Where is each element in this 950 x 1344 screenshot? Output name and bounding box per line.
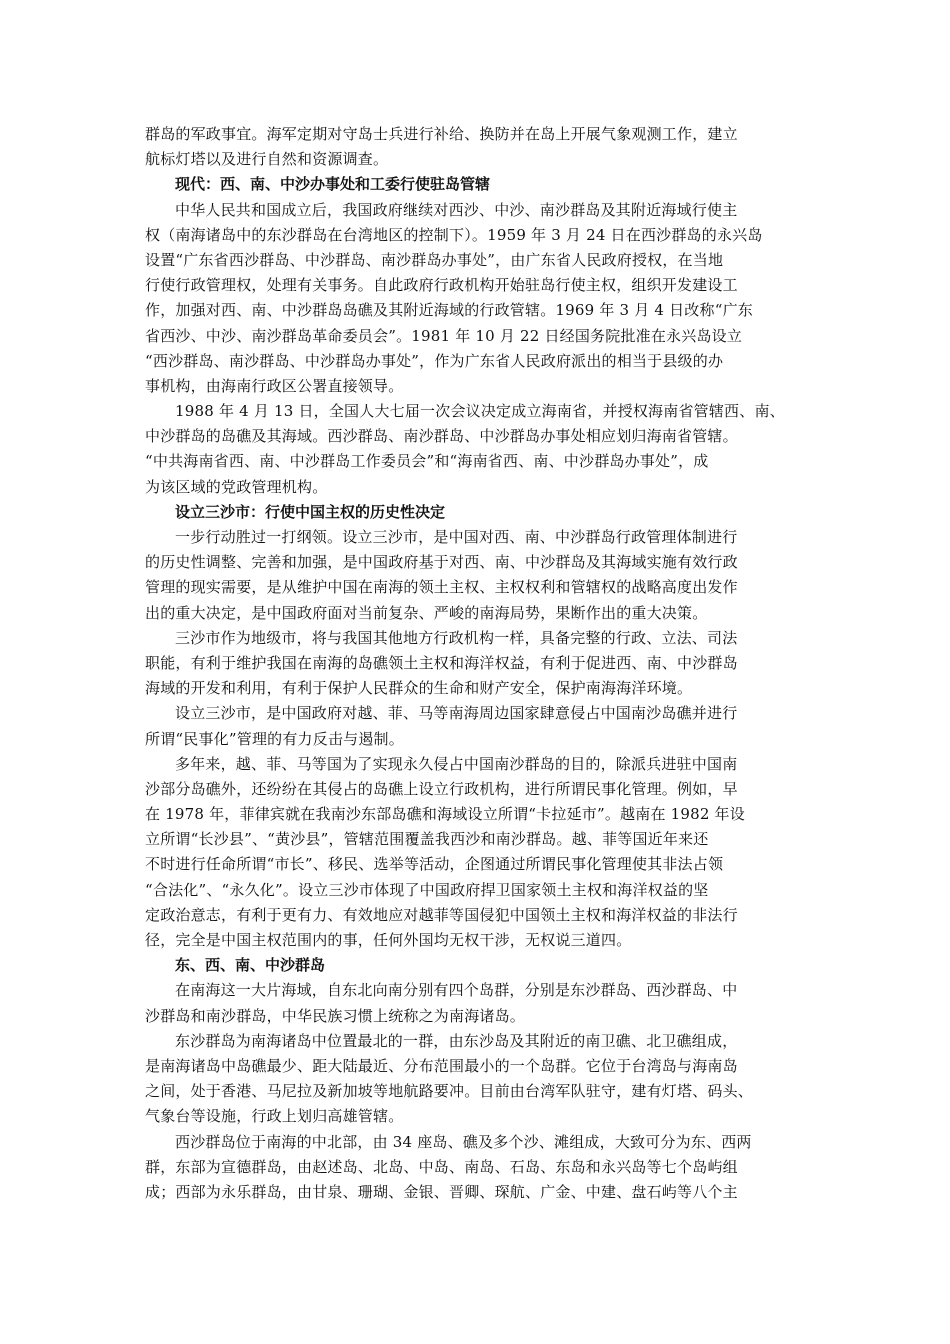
paragraph-line: 航标灯塔以及进行自然和资源调查。 xyxy=(145,150,389,169)
paragraph-first-line: 多年来，越、菲、马等国为了实现永久侵占中国南沙群岛的目的，除派兵进驻中国南 xyxy=(175,754,738,773)
paragraph-line: 权（南海诸岛中的东沙群岛在台湾地区的控制下）。1959 年 3 月 24 日在西沙群岛的永兴岛 xyxy=(145,225,763,244)
paragraph-line: 径，完全是中国主权范围内的事，任何外国均无权干涉，无权说三道四。 xyxy=(145,931,632,949)
paragraph-line: 之间，处于香港、马尼拉及新加坡等地航路要冲。目前由台湾军队驻守，建有灯塔、码头、 xyxy=(145,1082,754,1101)
paragraph-line: 群，东部为宣德群岛，由赵述岛、北岛、中岛、南岛、石岛、东岛和永兴岛等七个岛屿组 xyxy=(145,1157,738,1176)
paragraph-first-line: 东沙群岛为南海诸岛中位置最北的一群，由东沙岛及其附近的南卫礁、北卫礁组成， xyxy=(175,1031,738,1050)
paragraph-line: “中共海南省西、南、中沙群岛工作委员会”和“海南省西、南、中沙群岛办事处”，成 xyxy=(145,452,709,471)
paragraph-line: 职能，有利于维护我国在南海的岛礁领土主权和海洋权益，有利于促进西、南、中沙群岛 xyxy=(145,653,738,672)
section-heading: 现代：西、南、中沙办事处和工委行使驻岛管辖 xyxy=(175,175,491,194)
paragraph-line: 是南海诸岛中岛礁最少、距大陆最近、分布范围最小的一个岛群。它位于台湾岛与海南岛 xyxy=(145,1056,738,1075)
paragraph-line: 成；西部为永乐群岛，由甘泉、珊瑚、金银、晋卿、琛航、广金、中建、盘石屿等八个主 xyxy=(145,1182,738,1201)
paragraph-line: 沙群岛和南沙群岛，中华民族习惯上统称之为南海诸岛。 xyxy=(145,1006,526,1025)
paragraph-line: 事机构，由海南行政区公署直接领导。 xyxy=(145,376,404,395)
paragraph-line: 在 1978 年，菲律宾就在我南沙东部岛礁和海域设立所谓“卡拉延市”。越南在 1982 年设 xyxy=(145,805,745,824)
paragraph-line: 中沙群岛的岛礁及其海域。西沙群岛、南沙群岛、中沙群岛办事处相应划归海南省管辖。 xyxy=(145,427,738,446)
paragraph-line: “合法化”、“永久化”。设立三沙市体现了中国政府捍卫国家领土主权和海洋权益的坚 xyxy=(145,880,709,899)
section-heading: 设立三沙市：行使中国主权的历史性决定 xyxy=(175,502,446,521)
paragraph-first-line: 一步行动胜过一打纲领。设立三沙市，是中国对西、南、中沙群岛行政管理体制进行 xyxy=(175,528,738,546)
paragraph-line: “西沙群岛、南沙群岛、中沙群岛办事处”，作为广东省人民政府派出的相当于县级的办 xyxy=(145,351,724,370)
paragraph-first-line: 在南海这一大片海域，自东北向南分别有四个岛群，分别是东沙群岛、西沙群岛、中 xyxy=(175,981,738,1000)
paragraph-line: 海域的开发和利用，有利于保护人民群众的生命和财产安全，保护南海海洋环境。 xyxy=(145,679,693,698)
paragraph-line: 沙部分岛礁外，还纷纷在其侵占的岛礁上设立行政机构，进行所谓民事化管理。例如，早 xyxy=(145,779,738,798)
section-heading: 东、西、南、中沙群岛 xyxy=(175,956,326,975)
paragraph-line: 的历史性调整、完善和加强，是中国政府基于对西、南、中沙群岛及其海域实施有效行政 xyxy=(145,553,738,572)
document-page xyxy=(145,122,805,1205)
paragraph-line: 群岛的军政事宜。海军定期对守岛士兵进行补给、换防并在岛上开展气象观测工作，建立 xyxy=(145,125,738,143)
paragraph-line: 立所谓“长沙县”、“黄沙县”，管辖范围覆盖我西沙和南沙群岛。越、菲等国近年来还 xyxy=(145,830,709,849)
paragraph-first-line: 中华人民共和国成立后，我国政府继续对西沙、中沙、南沙群岛及其附近海域行使主 xyxy=(175,200,738,219)
paragraph-line: 行使行政管理权，处理有关事务。自此政府行政机构开始驻岛行使主权，组织开发建设工 xyxy=(145,276,738,295)
paragraph-line: 作，加强对西、南、中沙群岛岛礁及其附近海域的行政管辖。1969 年 3 月 4 日改称“广东 xyxy=(145,301,753,320)
paragraph-line: 定政治意志，有利于更有力、有效地应对越菲等国侵犯中国领土主权和海洋权益的非法行 xyxy=(145,905,738,924)
paragraph-line: 出的重大决定，是中国政府面对当前复杂、严峻的南海局势，果断作出的重大决策。 xyxy=(145,603,708,622)
paragraph-first-line: 1988 年 4 月 13 日，全国人大七届一次会议决定成立海南省，并授权海南省管辖西、南、 xyxy=(175,402,785,421)
paragraph-line: 管理的现实需要，是从维护中国在南海的领土主权、主权权利和管辖权的战略高度出发作 xyxy=(145,578,738,597)
paragraph-first-line: 西沙群岛位于南海的中北部，由 34 座岛、礁及多个沙、滩组成，大致可分为东、西两 xyxy=(175,1132,752,1151)
paragraph-first-line: 三沙市作为地级市，将与我国其他地方行政机构一样，具备完整的行政、立法、司法 xyxy=(175,628,738,647)
paragraph-line: 为该区域的党政管理机构。 xyxy=(145,477,328,496)
paragraph-line: 不时进行任命所谓“市长”、移民、选举等活动，企图通过所谓民事化管理使其非法占领 xyxy=(145,855,724,874)
paragraph-line: 设置“广东省西沙群岛、中沙群岛、南沙群岛办事处”，由广东省人民政府授权，在当地 xyxy=(145,250,724,269)
paragraph-first-line: 设立三沙市，是中国政府对越、菲、马等南海周边国家肆意侵占中国南沙岛礁并进行 xyxy=(175,704,738,723)
paragraph-line: 省西沙、中沙、南沙群岛革命委员会”。1981 年 10 月 22 日经国务院批准在永兴岛设立 xyxy=(145,326,743,345)
paragraph-line: 气象台等设施，行政上划归高雄管辖。 xyxy=(145,1107,404,1126)
paragraph-line: 所谓“民事化”管理的有力反击与遏制。 xyxy=(145,729,404,748)
